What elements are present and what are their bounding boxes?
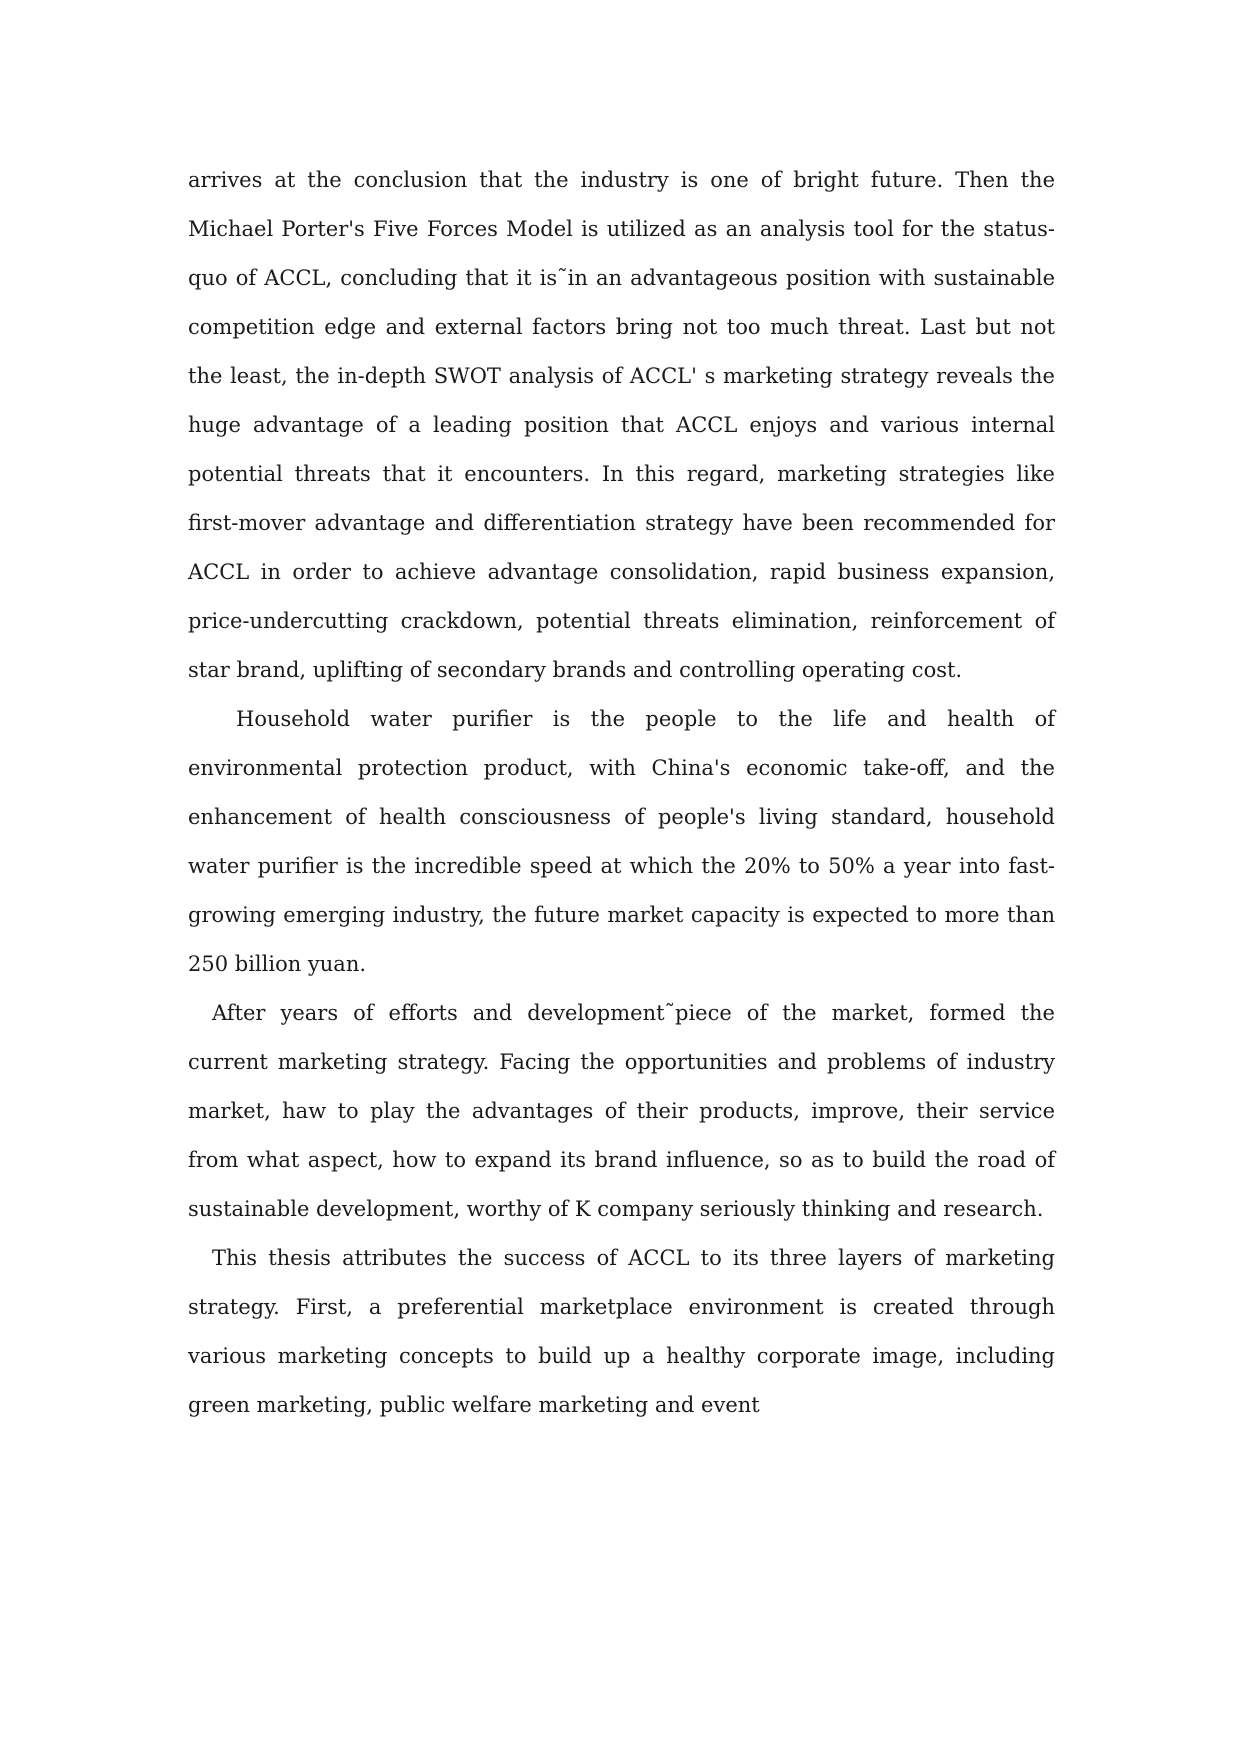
paragraph-water-purifier-industry: Household water purifier is the people to the life and health of environmental protection product, with China's economic take-off, and the enhancement of health consciousness of people's living standard, household water purifier is the incredible speed at which the 20% to 50% a year into fast-growing emerging industry, the future market capacity is expected to more than 250 billion yuan. <box>188 707 1055 976</box>
paragraph-analysis-summary: arrives at the conclusion that the industry is one of bright future. Then the Michael Porter's Five Forces Model is utilized as an analysis tool for the status-quo of ACCL, concluding that it is˜in an advantageous position with sustainable competition edge and external factors bring not too much threat. Last but not the least, the in-depth SWOT analysis of ACCL' s marketing strategy reveals the huge advantage of a leading position that ACCL enjoys and various internal potential threats that it encounters. In this regard, marketing strategies like first-mover advantage and differentiation strategy have been recommended for ACCL in order to achieve advantage consolidation, rapid business expansion, price-undercutting crackdown, potential threats elimination, reinforcement of star brand, uplifting of secondary brands and controlling operating cost. <box>188 168 1055 682</box>
paragraph-company-development: After years of efforts and development˜piece of the market, formed the current marketing strategy. Facing the opportunities and problems of industry market, haw to play the advantages of their products, improve, their service from what aspect, how to expand its brand influence, so as to build the road of sustainable development, worthy of K company seriously thinking and research. <box>188 1001 1055 1221</box>
body-text <box>188 156 1055 1430</box>
paragraph-thesis-strategy: This thesis attributes the success of ACCL to its three layers of marketing strategy. First, a preferential marketplace environment is created through various marketing concepts to build up a healthy corporate image, including green marketing, public welfare marketing and event <box>188 1246 1055 1417</box>
